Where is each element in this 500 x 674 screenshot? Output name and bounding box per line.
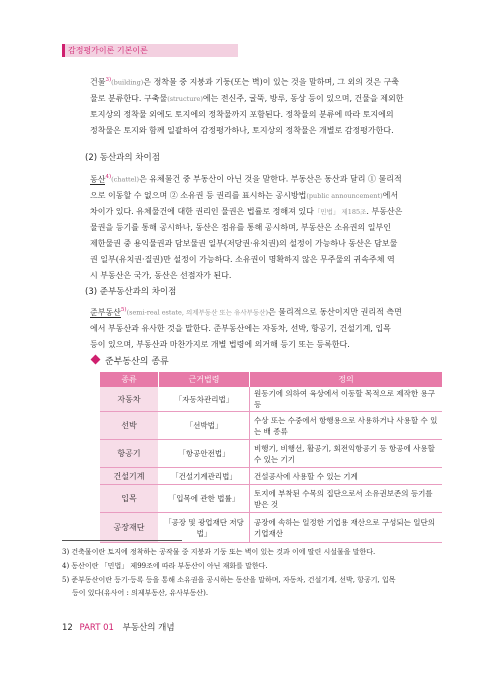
table-row [100,513,442,543]
page-number: 12 [62,623,73,633]
cell-type: 자동차 [100,387,159,412]
cell-law: 「건설기계관리법」 [159,468,250,485]
diamond-icon [91,355,101,365]
term-announcement-eng: (public announcement) [306,191,383,200]
cell-definition: 건설공사에 사용할 수 있는 기계 [250,468,443,485]
paragraph-semi-real-estate [90,302,438,353]
text-line: 정착물은 토지와 함께 일괄하여 감정평가하나, 토지상의 정착물은 개별로 감정평가한다. [90,125,394,135]
cell-definition: 토지에 부착된 수목의 집단으로서 소유권보존의 등기를 받은 것 [250,485,443,513]
term-movable-eng: (chattel) [111,175,140,184]
page-footer [62,621,175,633]
term-building: 건물 [90,77,106,87]
semi-real-estate-table [100,372,442,543]
cell-type: 선박 [100,412,159,440]
table-row [100,412,442,440]
footnote-rule [62,540,182,541]
table-row [100,387,442,412]
column-header-law: 근거법령 [159,372,250,387]
table-header-row [100,372,442,387]
text-line: 권 일부(유치권·질권)만 설정이 가능하다. 소유권이 명확하지 않은 무주물의 귀속주체 역 [90,254,395,264]
footnote-5 [62,574,452,600]
term-building-eng: (building) [111,78,144,87]
cell-type: 입목 [100,485,159,513]
text-line: 은 유체물건 중 부동산이 아닌 것을 말한다. 부동산은 동산과 달리 ① 물리적 [139,174,402,184]
text-line: 등이 있으며, 부동산과 마찬가지로 개별 법령에 의거해 등기 또는 등록한다. [90,339,350,349]
table-row [100,485,442,513]
cell-definition: 수상 또는 수중에서 항행용으로 사용하거나 사용할 수 있는 배 종류 [250,412,443,440]
text-line: . 부동산은 [366,206,403,216]
term-structure-eng: (structure) [167,94,203,103]
chapter-title: 기본이론 [116,46,148,55]
cell-definition: 공장에 속하는 일정한 기업용 재산으로 구성되는 일단의 기업재산 [250,513,443,543]
cell-law: 「자동차관리법」 [159,387,250,412]
footnote-3: 3) 건축물이란 토지에 정착하는 공작물 중 지붕과 기둥 또는 벽이 있는 것과 이에 딸린 시설물을 말한다. [62,548,376,556]
table-title-text: 준부동산의 종류 [105,357,169,367]
text-line: 으로 이동할 수 없으며 ② 소유권 등 권리를 표시하는 공시방법 [90,190,307,200]
cell-definition: 비행기, 비행선, 활공기, 회전익항공기 등 항공에 사용할 수 있는 기기 [250,440,443,468]
part-label: PART 01 [79,623,114,633]
text-line: 제한물권 중 용익물권과 담보물권 일부(저당권·유치권)의 설정이 가능하나 동산은 담보물 [90,238,398,248]
cell-definition: 원동기에 의하여 육상에서 이동할 목적으로 제작한 용구 등 [250,387,443,412]
paragraph-movables [90,169,438,284]
paragraph-building [90,72,438,139]
footnote-ref-4[interactable]: 4) [105,174,112,180]
text-line: 은 물리적으로 동산이지만 권리적 측면 [268,307,402,317]
cell-type: 항공기 [100,440,159,468]
cell-law: 「선박법」 [159,412,250,440]
column-header-definition: 정의 [250,372,443,387]
text-line: 물권을 등기를 통해 공시하나, 동산은 점유를 통해 공시하며, 부동산은 소유권의 일부인 [90,222,391,232]
section-heading-movables: (2) 동산과의 차이점 [85,153,160,163]
text-line: 시 부동산은 국가, 동산은 선점자가 된다. [90,270,232,280]
footnote-4: 4) 동산이란 「민법」 제99조에 따라 부동산이 아닌 재화를 말한다. [62,562,268,570]
footnote-5-line: 등이 있다(유사어 : 의제부동산, 유사부동산). [72,589,209,597]
cell-law: 「항공안전법」 [159,440,250,468]
text-line: 물로 분류한다. 구축물 [90,93,168,103]
text-line: 은 정착물 중 지붕과 기둥(또는 벽)이 있는 것을 말하며, 그 외의 것은 구축 [143,77,399,87]
text-line: 토지상의 정착물 외에도 토지에의 정착물까지 포함된다. 정착물의 분류에 따라 토지에의 [90,109,394,119]
table-row [100,440,442,468]
table-title [92,356,169,368]
term-movable: 동산 [90,174,106,184]
text-line: 에는 전신주, 굴뚝, 방루, 동상 등이 있으며, 건물을 제외한 [202,93,404,103]
running-header [68,44,148,57]
footnote-5-line: 5) 준부동산이란 등기·등록 등을 통해 소유권을 공시하는 동산을 말하며, 자동차, 건설기계, 선박, 항공기, 입목 [62,576,396,584]
column-header-type: 종류 [100,372,159,387]
text-line: 차이가 있다. 유체물건에 대한 권리인 물권은 법률로 정해져 있다 [90,206,314,216]
table-row [100,468,442,485]
text-line: 에서 [382,190,399,200]
running-header-mark [62,44,65,57]
law-reference: 「민법」 제185조 [313,207,367,216]
cell-law: 「입목에 관한 법률」 [159,485,250,513]
term-semi-real-estate-eng: (semi-real estate, 의제부동산 또는 유사부동산) [126,308,268,317]
text-line: 에서 부동산과 유사한 것을 말한다. 준부동산에는 자동차, 선박, 항공기, 건설기계, 입목 [90,323,391,333]
footnote-ref-5[interactable]: 5) [120,307,127,313]
term-semi-real-estate: 준부동산 [90,307,121,317]
chapter-footer-title: 부동산의 개념 [122,623,175,633]
cell-type: 건설기계 [100,468,159,485]
cell-type: 공장재단 [100,513,159,543]
section-heading-semi-real-estate: (3) 준부동산과의 차이점 [85,287,177,297]
book-title: 감정평가이론 [68,46,115,55]
cell-law: 「공장 및 광업재단 저당법」 [159,513,250,543]
footnote-ref-3[interactable]: 3) [105,77,112,83]
